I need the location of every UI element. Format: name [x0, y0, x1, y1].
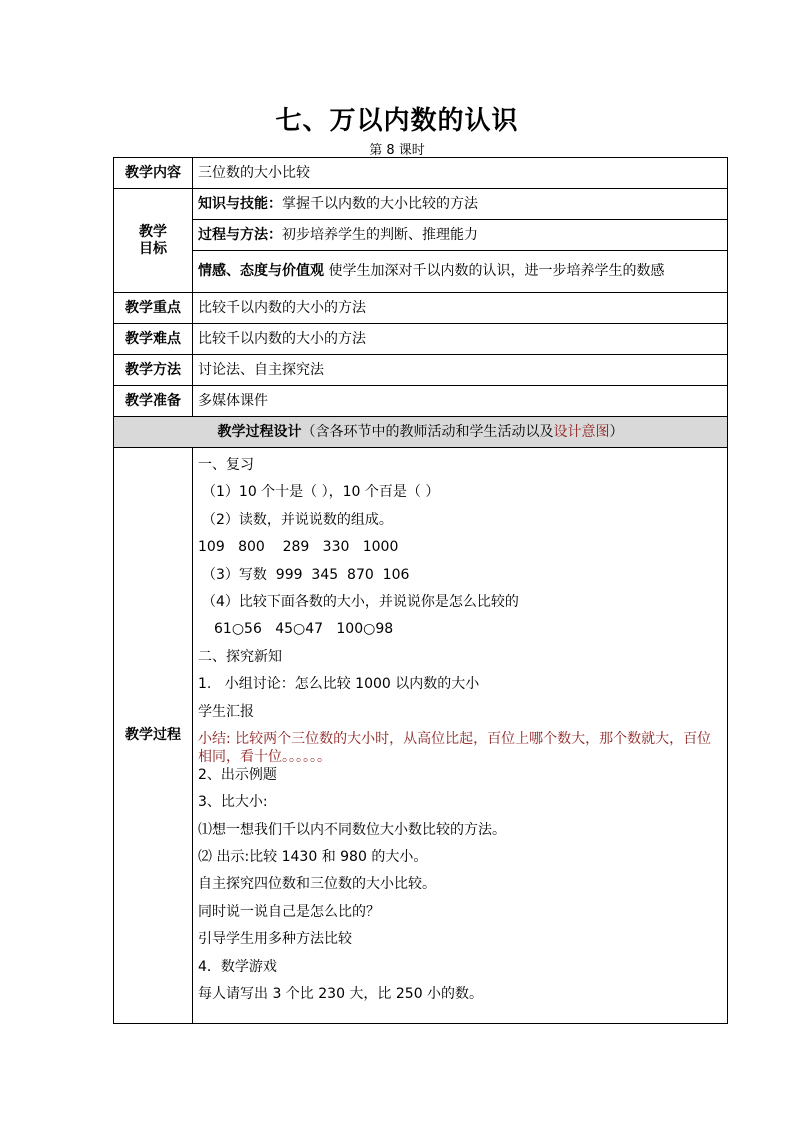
label-difficulty: 教学难点 — [114, 324, 193, 355]
process-line: （2）读数，并说说数的组成。 — [202, 511, 393, 528]
process-line: 同时说一说自己是怎么比的？ — [198, 903, 380, 920]
process-line: ⑵ 出示:比较 1430 和 980 的大小。 — [198, 849, 428, 866]
design-header-red: 设计意图 — [553, 423, 610, 440]
process-line: 1. 小组讨论：怎么比较 1000 以内数的大小 — [198, 676, 480, 693]
goal-process-text: 初步培养学生的判断、推理能力 — [282, 226, 478, 243]
value-content: 三位数的大小比较 — [193, 158, 728, 189]
value-prep: 多媒体课件 — [193, 386, 728, 417]
process-content — [193, 448, 728, 1024]
label-process: 教学过程 — [114, 448, 193, 1024]
goal-emotion — [193, 251, 728, 293]
row-key-point — [114, 293, 728, 324]
row-method — [114, 355, 728, 386]
goal-process-key: 过程与方法： — [198, 226, 282, 243]
label-goals-line2: 目标 — [139, 240, 167, 257]
goal-knowledge-text: 掌握千以内数的大小比较的方法 — [282, 195, 478, 212]
goal-emotion-key: 情感、态度与价值观 — [198, 263, 324, 279]
label-goals-line1: 教学 — [139, 223, 167, 240]
process-line: 每人请写出 3 个比 230 大，比 250 小的数。 — [198, 986, 484, 1003]
lesson-plan-table — [113, 157, 728, 1024]
design-header — [114, 417, 728, 448]
label-method: 教学方法 — [114, 355, 193, 386]
process-line: 2、出示例题 — [198, 766, 277, 783]
process-summary: 小结: 比较两个三位数的大小时，从高位比起，百位上哪个数大，那个数就大，百位相同，看十位。。。。。。 — [198, 730, 712, 765]
label-key-point: 教学重点 — [114, 293, 193, 324]
label-content: 教学内容 — [114, 158, 193, 189]
process-line: ⑴想一想我们千以内不同数位大小数比较的方法。 — [198, 821, 506, 838]
page-title: 七、万以内数的认识 — [275, 106, 519, 136]
value-key-point: 比较千以内数的大小的方法 — [193, 293, 728, 324]
value-method: 讨论法、自主探究法 — [193, 355, 728, 386]
goal-knowledge — [193, 189, 728, 220]
goal-knowledge-key: 知识与技能： — [198, 195, 282, 212]
goal-emotion-text: 使学生加深对千以内数的认识，进一步培养学生的数感 — [324, 263, 665, 279]
process-line: 3、比大小: — [198, 794, 268, 811]
row-difficulty — [114, 324, 728, 355]
process-line: 自主探究四位数和三位数的大小比较。 — [198, 876, 436, 893]
design-header-close: ） — [609, 423, 624, 440]
process-line: 一、复习 — [198, 457, 254, 473]
process-line: 学生汇报 — [198, 703, 254, 720]
goal-process — [193, 220, 728, 251]
value-difficulty: 比较千以内数的大小的方法 — [193, 324, 728, 355]
process-line: 二、探究新知 — [198, 648, 282, 665]
row-goal-knowledge — [114, 189, 728, 220]
label-prep: 教学准备 — [114, 386, 193, 417]
row-content — [114, 158, 728, 189]
row-prep — [114, 386, 728, 417]
process-line: （4）比较下面各数的大小，并说说你是怎么比较的 — [202, 593, 519, 610]
label-goals — [114, 189, 193, 293]
process-line: 61○56 45○47 100○98 — [214, 621, 394, 638]
row-process — [114, 448, 728, 1024]
design-header-bold: 教学过程设计 — [217, 423, 302, 440]
process-line: （3）写数 999 345 870 106 — [202, 566, 410, 583]
lesson-number: 第 8 课时 — [369, 143, 425, 158]
row-design-header — [114, 417, 728, 448]
process-line: （1）10 个十是（ ），10 个百是（ ） — [202, 484, 440, 501]
design-header-normal: （含各环节中的教师活动和学生活动以及 — [301, 423, 554, 440]
row-goal-process — [114, 220, 728, 251]
process-line: 引导学生用多种方法比较 — [198, 931, 352, 948]
process-line: 4．数学游戏 — [198, 958, 277, 975]
process-line: 109 800 289 330 1000 — [198, 539, 399, 556]
row-goal-emotion — [114, 251, 728, 293]
